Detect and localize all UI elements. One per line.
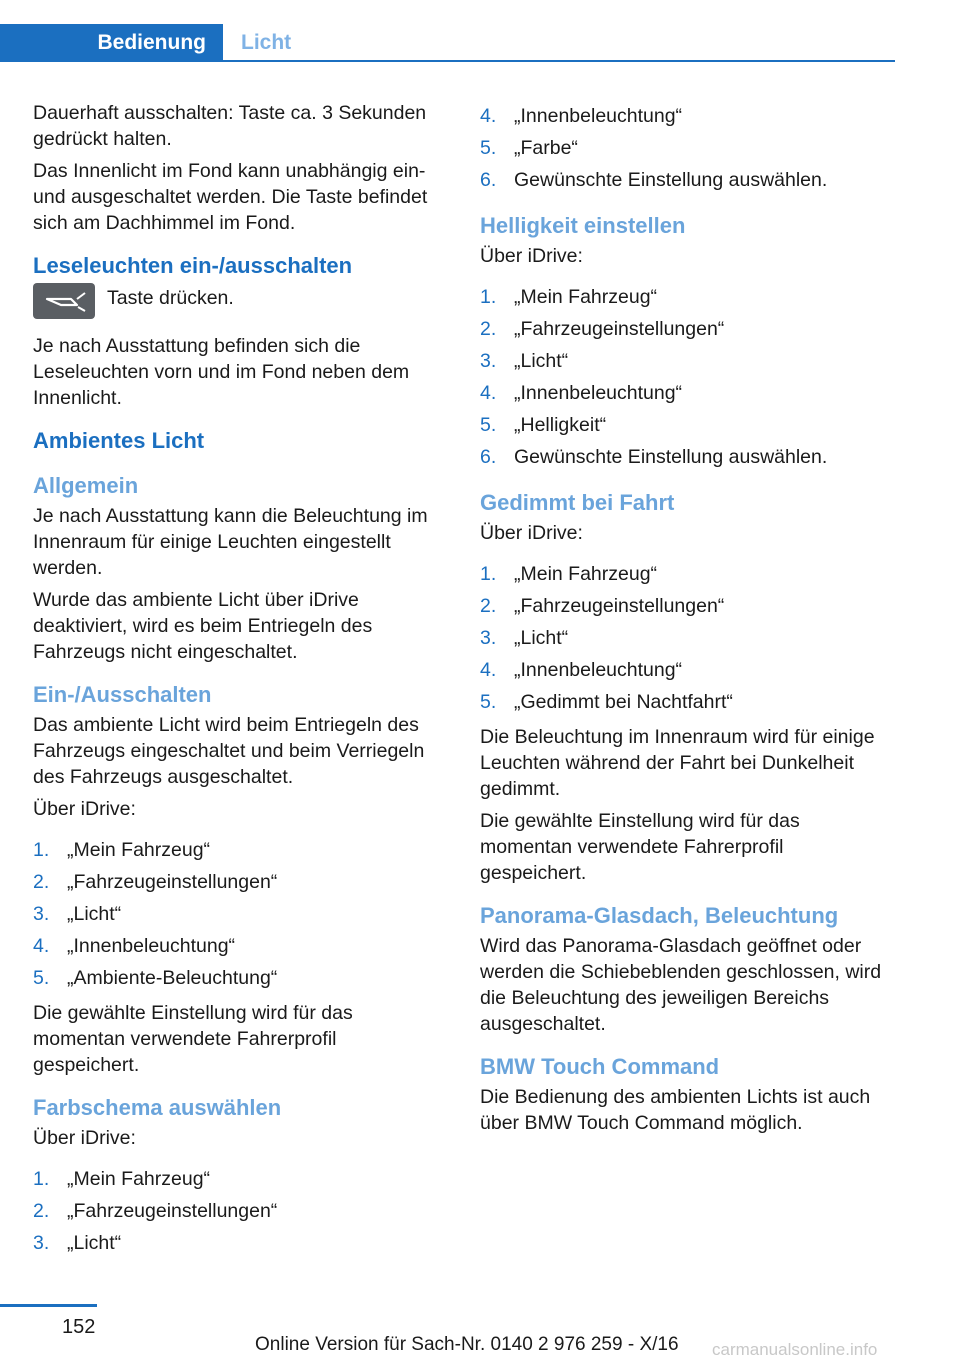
list-item bbox=[480, 590, 895, 622]
steps-list bbox=[33, 834, 448, 994]
list-number: 2. bbox=[33, 871, 50, 893]
list-text: „Mein Fahrzeug“ bbox=[514, 286, 658, 308]
paragraph: Wurde das ambiente Licht über iDrive deaktiviert, wird es beim Entriegeln des Fahrzeugs nicht eingeschaltet. bbox=[33, 589, 373, 663]
list-number: 4. bbox=[480, 659, 497, 681]
list-item bbox=[33, 1227, 448, 1259]
list-number: 5. bbox=[480, 414, 497, 436]
paragraph: Über iDrive: bbox=[33, 1127, 136, 1149]
list-number: 5. bbox=[480, 137, 497, 159]
list-text: „Mein Fahrzeug“ bbox=[67, 839, 211, 861]
left-column bbox=[33, 100, 448, 1265]
heading-allgemein: Allgemein bbox=[33, 473, 139, 498]
list-number: 4. bbox=[33, 935, 50, 957]
list-number: 1. bbox=[33, 839, 50, 861]
list-number: 6. bbox=[480, 446, 497, 468]
page-number: 152 bbox=[62, 1316, 96, 1338]
header-rule bbox=[0, 60, 895, 62]
list-text: „Innenbeleuchtung“ bbox=[67, 935, 236, 957]
list-text: „Mein Fahrzeug“ bbox=[67, 1168, 211, 1190]
list-item bbox=[480, 132, 895, 164]
list-number: 1. bbox=[480, 563, 497, 585]
list-text: „Innenbeleuchtung“ bbox=[514, 382, 683, 404]
list-text: Gewünschte Einstellung auswählen. bbox=[514, 446, 828, 468]
list-number: 1. bbox=[33, 1168, 50, 1190]
list-text: „Fahrzeugeinstellungen“ bbox=[67, 871, 278, 893]
paragraph: Über iDrive: bbox=[480, 522, 583, 544]
list-number: 4. bbox=[480, 105, 497, 127]
list-number: 5. bbox=[480, 691, 497, 713]
list-text: „Licht“ bbox=[67, 1232, 122, 1254]
header-tab-bedienung[interactable]: Bedienung bbox=[0, 24, 223, 62]
list-text: „Innenbeleuchtung“ bbox=[514, 105, 683, 127]
list-number: 1. bbox=[480, 286, 497, 308]
list-item bbox=[480, 686, 895, 718]
list-number: 3. bbox=[33, 1232, 50, 1254]
list-text: „Licht“ bbox=[514, 627, 569, 649]
list-number: 6. bbox=[480, 169, 497, 191]
list-number: 2. bbox=[480, 595, 497, 617]
heading-ein-ausschalten: Ein-/Ausschalten bbox=[33, 682, 212, 707]
paragraph: Das Innenlicht im Fond kann unabhängig ein- und ausgeschaltet werden. Die Taste befindet sich am Dachhimmel im Fond. bbox=[33, 160, 428, 234]
list-item bbox=[480, 345, 895, 377]
steps-list bbox=[480, 558, 895, 718]
list-number: 5. bbox=[33, 967, 50, 989]
watermark: carmanualsonline.info bbox=[712, 1340, 878, 1359]
list-text: „Fahrzeugeinstellungen“ bbox=[514, 318, 725, 340]
paragraph: Dauerhaft ausschalten: Taste ca. 3 Sekunden gedrückt halten. bbox=[33, 102, 427, 150]
right-column bbox=[480, 100, 895, 1142]
header-bar bbox=[0, 24, 895, 62]
list-item bbox=[33, 834, 448, 866]
list-item bbox=[480, 100, 895, 132]
steps-list bbox=[480, 281, 895, 473]
paragraph: Je nach Ausstattung kann die Beleuchtung im Innenraum für einige Leuchten eingestellt werden. bbox=[33, 505, 428, 579]
list-item bbox=[33, 962, 448, 994]
list-text: „Ambiente-Beleuchtung“ bbox=[67, 967, 278, 989]
heading-helligkeit: Helligkeit einstellen bbox=[480, 213, 686, 238]
paragraph: Die gewählte Einstellung wird für das momentan verwendete Fahrerprofil gespeichert. bbox=[480, 810, 800, 884]
heading-gedimmt: Gedimmt bei Fahrt bbox=[480, 490, 675, 515]
list-item bbox=[33, 898, 448, 930]
paragraph: Das ambiente Licht wird beim Entriegeln des Fahrzeugs eingeschaltet und beim Verriegeln des Fahrzeugs ausgeschaltet. bbox=[33, 714, 425, 788]
list-item bbox=[33, 1163, 448, 1195]
list-item bbox=[480, 441, 895, 473]
heading-panorama: Panorama-Glasdach, Beleuchtung bbox=[480, 903, 839, 928]
list-item bbox=[33, 1195, 448, 1227]
list-text: „Fahrzeugeinstellungen“ bbox=[67, 1200, 278, 1222]
list-item bbox=[480, 409, 895, 441]
list-number: 3. bbox=[480, 627, 497, 649]
list-item bbox=[480, 377, 895, 409]
list-text: „Gedimmt bei Nachtfahrt“ bbox=[514, 691, 733, 713]
list-item bbox=[480, 558, 895, 590]
list-text: „Farbe“ bbox=[514, 137, 578, 159]
list-text: „Helligkeit“ bbox=[514, 414, 607, 436]
paragraph: Je nach Ausstattung befinden sich die Leseleuchten vorn und im Fond neben dem Innenlicht. bbox=[33, 335, 410, 409]
list-item bbox=[480, 164, 895, 196]
key-instruction bbox=[33, 285, 448, 319]
list-item bbox=[480, 654, 895, 686]
list-item bbox=[480, 313, 895, 345]
list-number: 3. bbox=[33, 903, 50, 925]
list-item bbox=[33, 930, 448, 962]
header-tab-licht[interactable]: Licht bbox=[241, 31, 292, 54]
list-text: „Licht“ bbox=[514, 350, 569, 372]
heading-leseleuchten: Leseleuchten ein-/ausschalten bbox=[33, 253, 353, 278]
list-item bbox=[480, 622, 895, 654]
paragraph: Wird das Panorama-Glasdach geöffnet oder werden die Schiebeblenden geschlossen, wird die Beleuchtung des jeweiligen Bereichs ausgeschaltet. bbox=[480, 935, 882, 1035]
heading-touch-command: BMW Touch Command bbox=[480, 1054, 720, 1079]
steps-list bbox=[480, 100, 895, 196]
list-text: „Innenbeleuchtung“ bbox=[514, 659, 683, 681]
list-number: 4. bbox=[480, 382, 497, 404]
paragraph: Die Bedienung des ambienten Lichts ist auch über BMW Touch Command möglich. bbox=[480, 1086, 871, 1134]
list-number: 3. bbox=[480, 350, 497, 372]
list-item bbox=[33, 866, 448, 898]
heading-farbschema: Farbschema auswählen bbox=[33, 1095, 282, 1120]
steps-list bbox=[33, 1163, 448, 1259]
list-text: „Mein Fahrzeug“ bbox=[514, 563, 658, 585]
reading-light-key-icon bbox=[33, 283, 95, 319]
list-text: „Licht“ bbox=[67, 903, 122, 925]
list-text: „Fahrzeugeinstellungen“ bbox=[514, 595, 725, 617]
list-number: 2. bbox=[33, 1200, 50, 1222]
key-text: Taste drücken. bbox=[107, 287, 234, 309]
paragraph: Über iDrive: bbox=[480, 245, 583, 267]
list-number: 2. bbox=[480, 318, 497, 340]
list-item bbox=[480, 281, 895, 313]
paragraph: Die gewählte Einstellung wird für das momentan verwendete Fahrerprofil gespeichert. bbox=[33, 1002, 353, 1076]
paragraph: Über iDrive: bbox=[33, 798, 136, 820]
list-text: Gewünschte Einstellung auswählen. bbox=[514, 169, 828, 191]
online-version-text: Online Version für Sach-Nr. 0140 2 976 259 - X/16 bbox=[255, 1334, 679, 1355]
footer-rule bbox=[0, 1304, 97, 1307]
heading-ambientes-licht: Ambientes Licht bbox=[33, 428, 205, 453]
paragraph: Die Beleuchtung im Innenraum wird für einige Leuchten während der Fahrt bei Dunkelheit gedimmt. bbox=[480, 726, 875, 800]
